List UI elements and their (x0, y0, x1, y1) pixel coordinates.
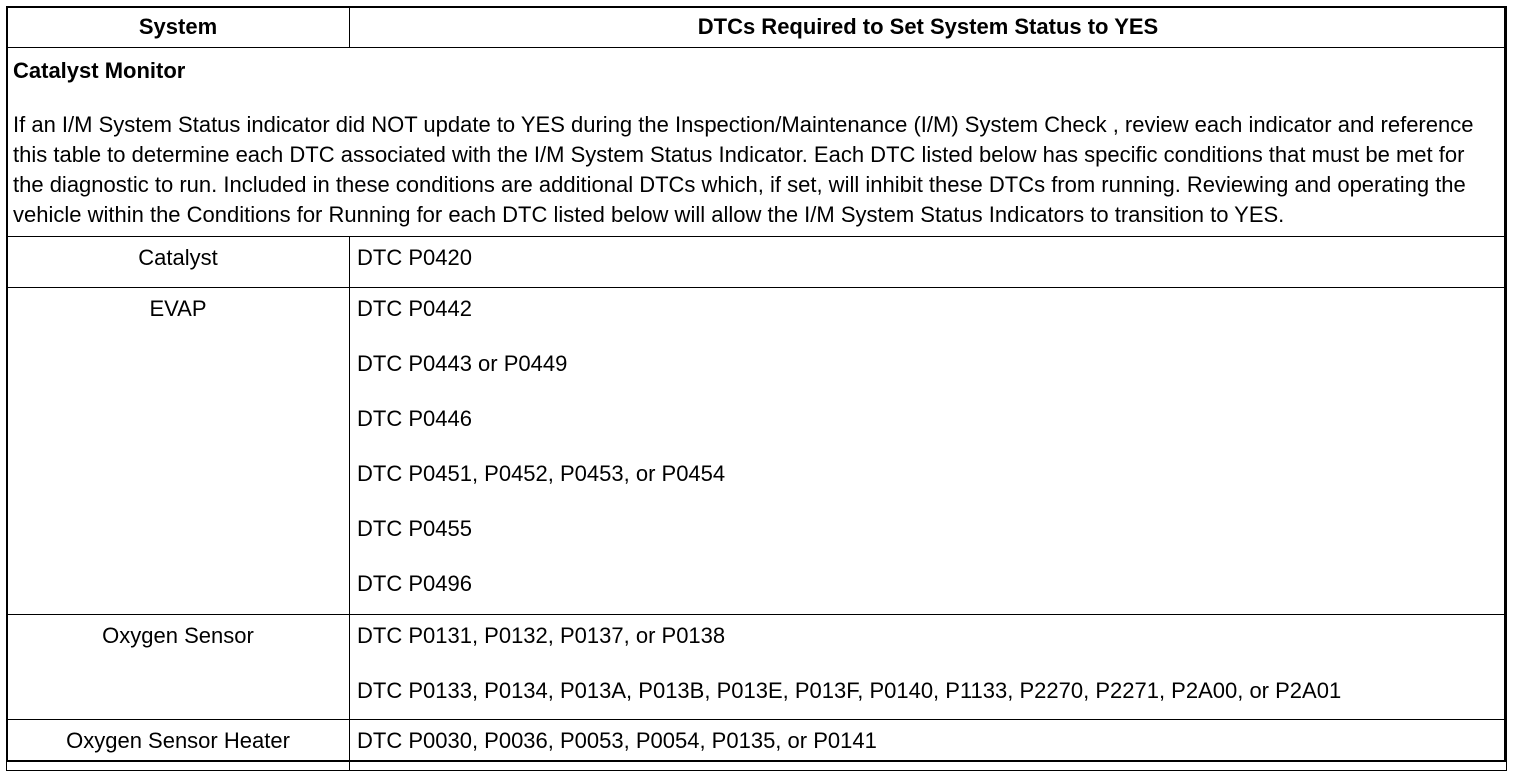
dtc-cell (350, 720, 1507, 771)
table-row (7, 720, 1507, 771)
header-row (7, 7, 1507, 48)
system-cell: Oxygen Sensor (7, 615, 350, 720)
dtc-entry: DTC P0131, P0132, P0137, or P0138 (357, 623, 726, 648)
dtc-cell (350, 237, 1507, 288)
system-cell: Oxygen Sensor Heater (7, 720, 350, 771)
system-cell: EVAP (7, 288, 350, 615)
header-system: System (7, 7, 350, 48)
dtc-entry: DTC P0443 or P0449 (357, 351, 568, 376)
dtc-entry: DTC P0030, P0036, P0053, P0054, P0135, or P0141 (357, 728, 877, 753)
dtc-cell (350, 288, 1507, 615)
dtc-entry: DTC P0446 (357, 406, 472, 431)
dtc-entry: DTC P0420 (357, 245, 472, 270)
dtc-entry: DTC P0133, P0134, P013A, P013B, P013E, P013F, P0140, P1133, P2270, P2271, P2A00, or P2A01 (357, 678, 1342, 703)
dtc-entry: DTC P0442 (357, 296, 472, 321)
table-row (7, 288, 1507, 615)
section-cell (7, 48, 1507, 237)
section-title: Catalyst Monitor (13, 58, 186, 83)
section-row (7, 48, 1507, 237)
dtc-cell (350, 615, 1507, 720)
dtc-entry: DTC P0451, P0452, P0453, or P0454 (357, 461, 726, 486)
section-description: If an I/M System Status indicator did NOT update to YES during the Inspection/Maintenance (I/M) System Check , review each indicator and reference this table to determine each DTC associated with the I/M System Status Indicator. Each DTC listed below has specific conditions that must be met for the diagnostic to run. Included in these conditions are additional DTCs which, if set, will inhibit these DTCs from running. Reviewing and operating the vehicle within the Conditions for Running for each DTC listed below will allow the I/M System Status Indicators to transition to YES. (13, 112, 1474, 227)
table-row (7, 237, 1507, 288)
dtc-requirements-table (6, 6, 1507, 771)
dtc-entry: DTC P0496 (357, 571, 472, 596)
system-cell: Catalyst (7, 237, 350, 288)
dtc-entry: DTC P0455 (357, 516, 472, 541)
header-dtcs: DTCs Required to Set System Status to YES (350, 7, 1507, 48)
table-row (7, 615, 1507, 720)
